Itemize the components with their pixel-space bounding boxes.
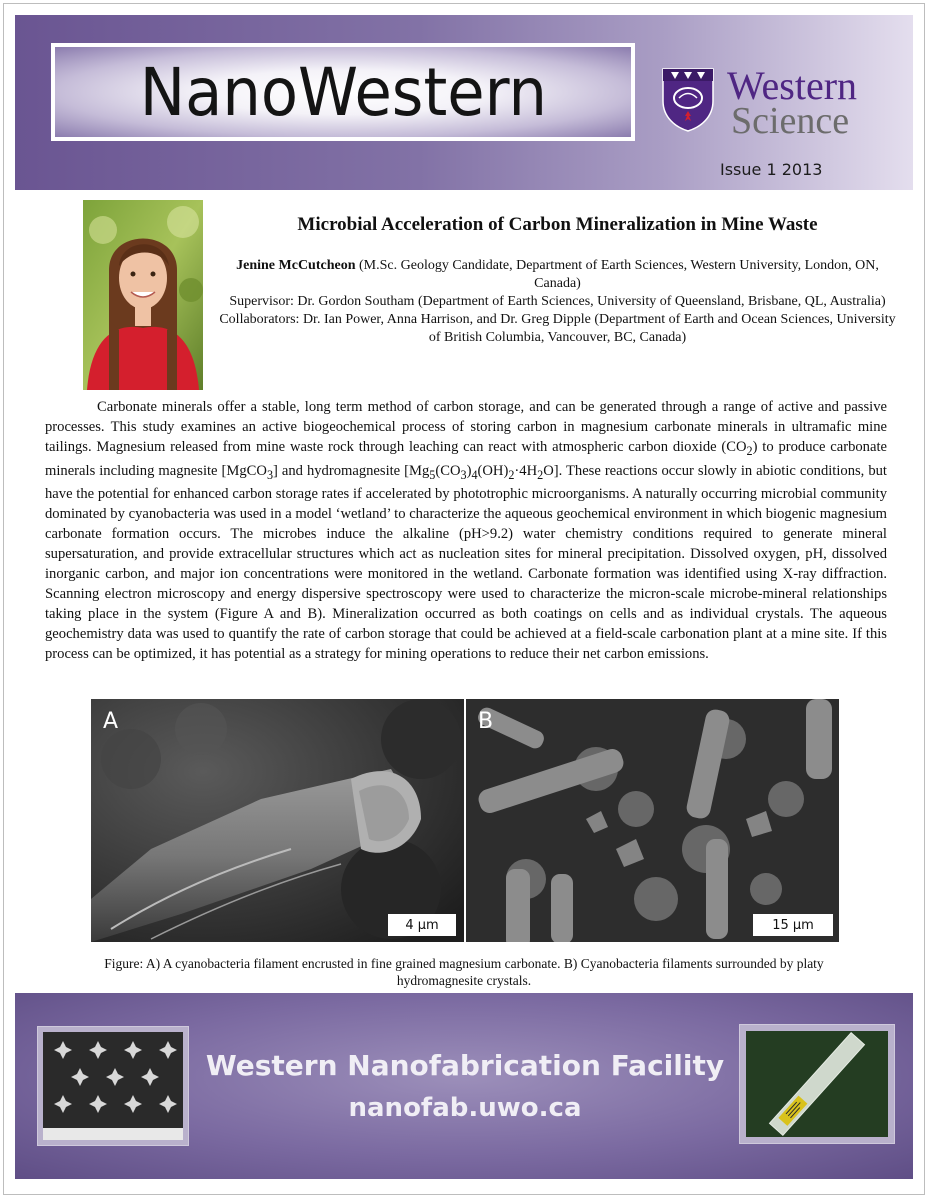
author-affiliation: (M.Sc. Geology Candidate, Department of Earth Sciences, Western University, London, ON, Canada) [355, 258, 879, 291]
article-credits [215, 257, 900, 347]
body-sub-7: 2 [537, 467, 544, 482]
panel-a-label: A [103, 709, 119, 734]
body-seg-3: ] and hydromagnesite [Mg [273, 462, 430, 479]
author-line [215, 257, 900, 293]
western-science-logo [661, 63, 911, 147]
body-seg-8: O]. These reactions occur slowly in abiotic conditions, but have the potential for enhanced carbon storage rates if accelerated by phototrophic microorganisms. A naturally occurring microbial community dominated by cyanobacteria was used in a model ‘wetland’ to characterize the aqueous geochemical environment in which biogenic magnesium carbonate formation occurs. The microbes induce the alkaline (pH>9.2) water chemistry conditions required to generate mineral supersaturation, and provide extracellular structures which act as nucleation sites for mineral precipitation. Dissolved oxygen, pH, dissolved inorganic carbon, and major ion concentrations were monitored in the wetland. Carbonate formation was identified using X-ray diffraction. Scanning electron microscopy and energy dispersive spectroscopy were used to characterize the micron-scale microbe-mineral relationships taking place in the system (Figure A and B). Mineralization occurred as both coatings on cells and as individual crystals. The aqueous geochemistry data was used to quantify the rate of carbon storage that could be achieved at a field-scale carbonation plant at a mine site. If this process can be optimized, it has potential as a strategy for mining operations to reduce their net carbon emissions. [45, 462, 887, 662]
nanostructure-image [43, 1032, 183, 1140]
panel-b-label: B [478, 709, 494, 734]
panel-b-scale-bar: 15 µm [753, 914, 833, 936]
sem-image-b [466, 699, 839, 942]
masthead-box [51, 43, 635, 141]
nanostructure-thumbnail [37, 1026, 189, 1146]
body-sub-2: 3 [266, 467, 274, 482]
masthead-title: NanoWestern [139, 53, 547, 131]
device-image [746, 1031, 888, 1137]
device-thumbnail [739, 1024, 895, 1144]
figure-caption: Figure: A) A cyanobacteria filament encrusted in fine grained magnesium carbonate. B) Cyanobacteria filaments surrounded by platy hydromagnesite crystals. [104, 956, 824, 988]
author-name: Jenine McCutcheon [236, 258, 356, 273]
body-seg-5: ) [466, 462, 472, 479]
body-sub-4: 3 [460, 467, 467, 482]
article-title: Microbial Acceleration of Carbon Mineralization in Mine Waste [297, 214, 818, 235]
brand-line-science: Science [731, 100, 850, 142]
body-sub-5: 4 [471, 467, 478, 482]
article-body [45, 398, 887, 665]
sem-image-a [91, 699, 464, 942]
supervisor-line: Supervisor: Dr. Gordon Southam (Department of Earth Sciences, University of Queensland, Brisbane, QL, Australia) [229, 294, 886, 309]
panel-a-scale-bar: 4 µm [388, 914, 456, 936]
facility-name: Western Nanofabrication Facility [205, 1049, 725, 1082]
author-portrait [83, 200, 203, 390]
brand-line-western: Western [727, 63, 858, 108]
header-banner [15, 15, 913, 190]
facility-url[interactable]: nanofab.uwo.ca [348, 1093, 582, 1123]
issue-label: Issue 1 2013 [720, 160, 823, 179]
collaborators-line: Collaborators: Dr. Ian Power, Anna Harrison, and Dr. Greg Dipple (Department of Earth and Ocean Sciences, University of British Columbia, Vancouver, BC, Canada) [219, 312, 896, 345]
footer-banner [15, 993, 913, 1179]
body-sub-3: 5 [429, 467, 436, 482]
body-seg-6: (OH) [477, 462, 509, 479]
western-shield-icon [661, 67, 715, 133]
figure-panel-b [466, 699, 839, 942]
body-seg-7: ·4H [514, 462, 538, 479]
body-sub-6: 2 [508, 467, 515, 482]
body-seg-4: (CO [435, 462, 461, 479]
body-seg-2: ) to produce carbonate minerals including magnesite [MgCO [45, 438, 887, 479]
figure-panel-a [91, 699, 464, 942]
body-sub-1: 2 [746, 443, 753, 458]
body-seg-1: Carbonate minerals offer a stable, long term method of carbon storage, and can be generated through a range of active and passive processes. This study examines an active biogeochemical process of storing carbon in magnesium carbonate minerals in ultramafic mine tailings. Magnesium released from mine waste rock through leaching can react with atmospheric carbon dioxide (CO [45, 399, 887, 455]
portrait-image [83, 200, 203, 390]
